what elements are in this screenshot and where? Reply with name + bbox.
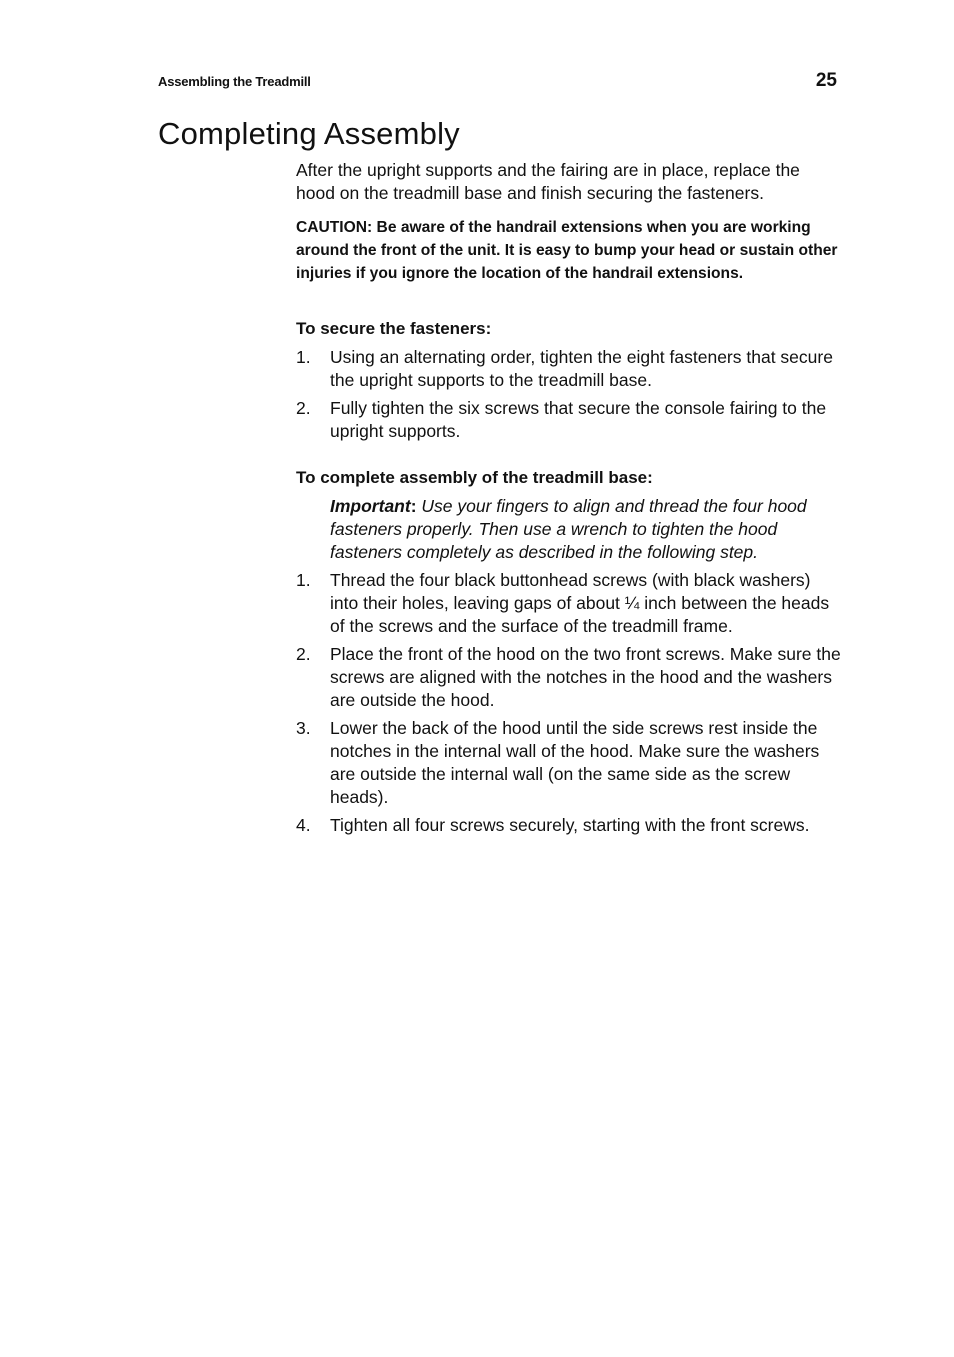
step-number: 1. bbox=[296, 570, 311, 590]
step-text: Place the front of the hood on the two front screws. Make sure the screws are aligned with the notches in the hood and the washers are outside the hood. bbox=[330, 644, 841, 710]
step-number: 1. bbox=[296, 347, 311, 367]
list-item bbox=[296, 397, 841, 443]
complete-base-heading: To complete assembly of the treadmill base: bbox=[296, 468, 653, 487]
caution-note: CAUTION: Be aware of the handrail extensions when you are working around the front of the unit. It is easy to bump your head or sustain other injuries if you ignore the location of the handrail extensions. bbox=[296, 219, 838, 282]
step-text: Using an alternating order, tighten the eight fasteners that secure the upright supports to the treadmill base. bbox=[330, 347, 833, 390]
step-number: 3. bbox=[296, 718, 311, 738]
step-number: 4. bbox=[296, 815, 311, 835]
secure-fasteners-heading: To secure the fasteners: bbox=[296, 319, 492, 338]
step-number: 2. bbox=[296, 644, 311, 664]
list-item bbox=[296, 814, 841, 837]
step-text: Fully tighten the six screws that secure the console fairing to the upright supports. bbox=[330, 398, 827, 441]
list-item bbox=[296, 643, 841, 712]
intro-paragraph: After the upright supports and the fairing are in place, replace the hood on the treadmill base and finish securing the fasteners. bbox=[296, 160, 800, 203]
important-label: Important bbox=[330, 496, 411, 516]
main-content bbox=[296, 159, 841, 842]
list-item bbox=[296, 717, 841, 809]
complete-base-steps bbox=[296, 569, 841, 837]
running-header: Assembling the Treadmill bbox=[158, 74, 311, 89]
important-note bbox=[330, 495, 841, 564]
step-text: Tighten all four screws securely, starting with the front screws. bbox=[330, 815, 810, 835]
step-text: Lower the back of the hood until the side screws rest inside the notches in the internal wall of the hood. Make sure the washers are outside the internal wall (on the same side as the screw heads). bbox=[330, 718, 820, 807]
page-title: Completing Assembly bbox=[158, 116, 460, 151]
list-item bbox=[296, 346, 841, 392]
important-text: Use your fingers to align and thread the four hood fasteners properly. Then use a wrench to tighten the hood fasteners completely as described in the following step. bbox=[330, 496, 807, 562]
secure-fasteners-steps bbox=[296, 346, 841, 443]
step-text: Thread the four black buttonhead screws (with black washers) into their holes, leaving gaps of about ¼ inch between the heads of the screws and the surface of the treadmill frame. bbox=[330, 570, 830, 636]
page-number: 25 bbox=[815, 70, 837, 91]
important-colon: : bbox=[410, 496, 417, 516]
list-item bbox=[296, 569, 841, 638]
step-number: 2. bbox=[296, 398, 311, 418]
section-spacer bbox=[296, 448, 841, 466]
